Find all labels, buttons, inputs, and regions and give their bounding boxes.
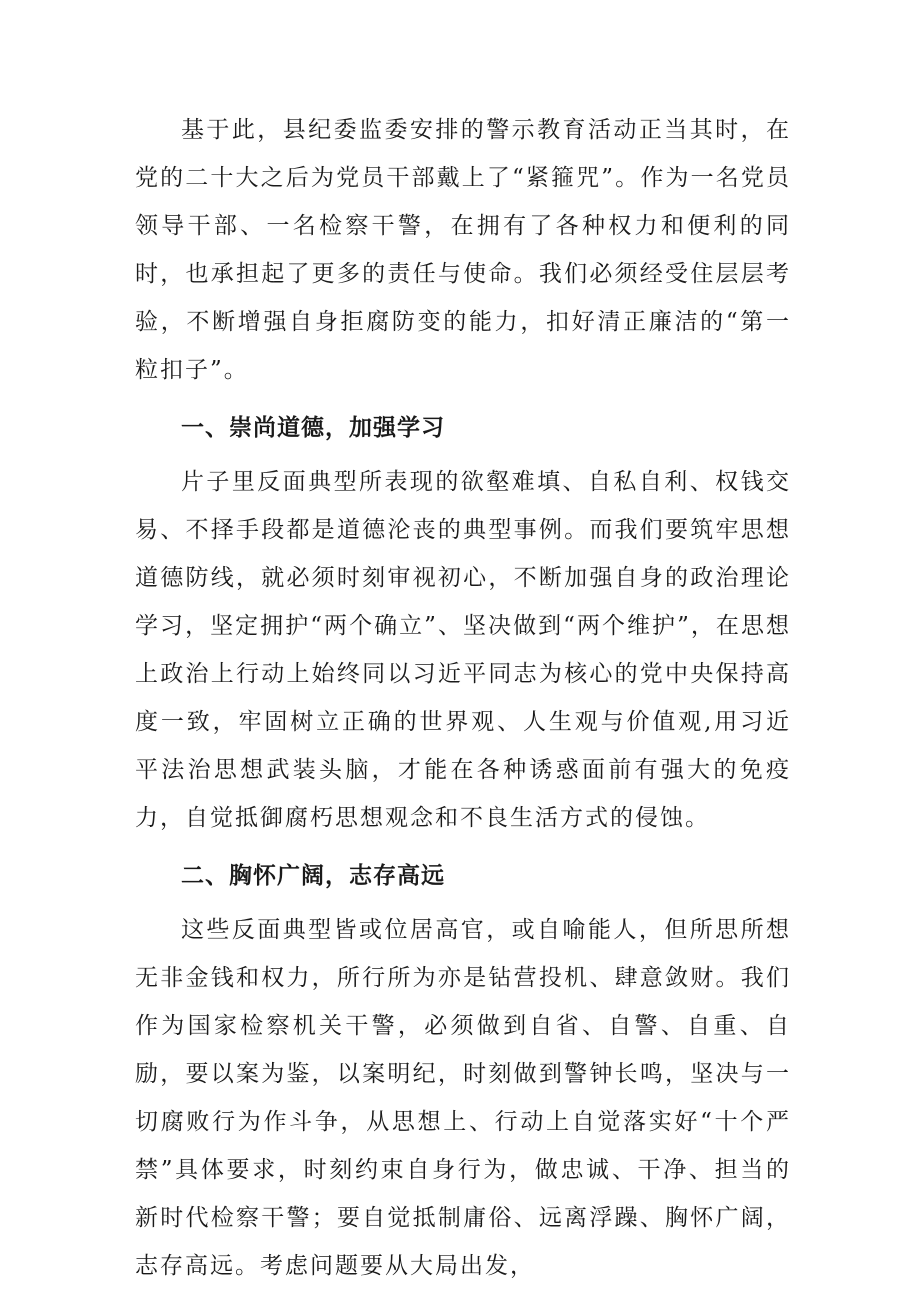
paragraph-intro: 基于此，县纪委监委安排的警示教育活动正当其时，在党的二十大之后为党员干部戴上了“紧箍咒”。作为一名党员领导干部、一名检察干警，在拥有了各种权力和便利的同时，也承担起了更多的责任与使命。我们必须经受住层层考验，不断增强自身拒腐防变的能力，扣好清正廉洁的“第一粒扣子”。 [135,117,791,383]
section-heading-2: 二、胸怀广阔，志存高远 [181,863,445,889]
section-heading-1: 一、崇尚道德，加强学习 [181,415,445,441]
paragraph-morality: 片子里反面典型所表现的欲壑难填、自私自利、权钱交易、不择手段都是道德沦丧的典型事例。而我们要筑牢思想道德防线，就必须时刻审视初心，不断加强自身的政治理论学习，坚定拥护“两个确立”、坚决做到“两个维护”，在思想上政治上行动上始终同以习近平同志为核心的党中央保持高度一致，牢固树立正确的世界观、人生观与价值观,用习近平法治思想武装头脑，才能在各种诱惑面前有强大的免疫力，自觉抵御腐朽思想观念和不良生活方式的侵蚀。 [135,469,791,831]
paragraph-ambition: 这些反面典型皆或位居高官，或自喻能人，但所思所想无非金钱和权力，所行所为亦是钻营投机、肆意敛财。我们作为国家检察机关干警，必须做到自省、自警、自重、自励，要以案为鉴，以案明纪，时刻做到警钟长鸣，坚决与一切腐败行为作斗争，从思想上、行动上自觉落实好“十个严禁”具体要求，时刻约束自身行为，做忠诚、干净、担当的新时代检察干警；要自觉抵制庸俗、远离浮躁、胸怀广阔，志存高远。考虑问题要从大局出发， [135,917,791,1279]
document-body [135,106,791,1290]
